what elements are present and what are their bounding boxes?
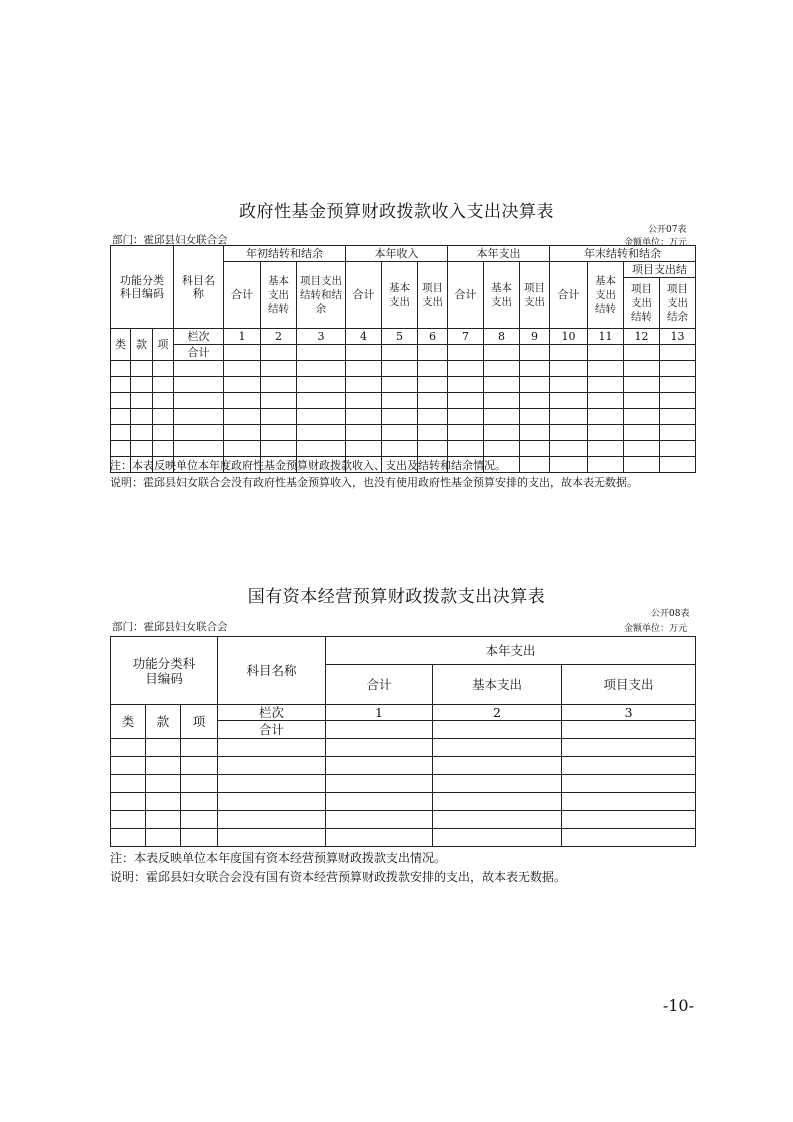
func-code-header: 功能分类科目编码 <box>111 246 174 329</box>
heji-label: 合计 <box>174 345 224 361</box>
table-row <box>111 441 696 457</box>
table1-form-code: 公开07表 <box>648 225 687 235</box>
xiang-header: 项 <box>181 705 218 739</box>
basic-exp-header: 基本支出 <box>433 665 562 705</box>
col-number: 2 <box>433 705 562 721</box>
col-number: 8 <box>484 329 520 345</box>
income-basic-header: 基本支出 <box>382 262 418 329</box>
table-row <box>111 811 696 829</box>
col-number: 4 <box>346 329 382 345</box>
begin-basic-carry-header: 基本支出结转 <box>261 262 297 329</box>
col-number: 1 <box>224 329 261 345</box>
kuan-header: 款 <box>146 705 181 739</box>
year-income-header: 本年收入 <box>346 246 448 262</box>
income-total-header: 合计 <box>346 262 382 329</box>
col-number: 3 <box>562 705 696 721</box>
col-number: 13 <box>660 329 696 345</box>
total-header: 合计 <box>326 665 433 705</box>
expense-project-header: 项目支出 <box>520 262 550 329</box>
table2-department: 部门：霍邱县妇女联合会 <box>112 621 228 633</box>
lanci-label: 栏次 <box>218 705 326 721</box>
table2-explain: 说明：霍邱县妇女联合会没有国有资本经营预算财政拨款安排的支出，故本表无数据。 <box>110 870 567 884</box>
col-number: 5 <box>382 329 418 345</box>
lei-header: 类 <box>111 705 146 739</box>
table-row <box>111 757 696 775</box>
table2-unit: 金额单位：万元 <box>624 624 688 634</box>
table1-note: 注：本表反映单位本年度政府性基金预算财政拨款收入、支出及结转和结余情况。 <box>110 459 506 472</box>
table-row <box>111 425 696 441</box>
table2-title: 国有资本经营预算财政拨款支出决算表 <box>247 587 546 607</box>
func-code-header: 功能分类科目编码 <box>111 637 218 705</box>
table2-note: 注：本表反映单位本年度国有资本经营预算财政拨款支出情况。 <box>110 851 447 865</box>
table-row <box>111 393 696 409</box>
col-number: 12 <box>624 329 660 345</box>
table1-unit: 金额单位：万元 <box>624 238 688 248</box>
end-total-header: 合计 <box>550 262 588 329</box>
table2-form-code: 公开08表 <box>651 609 690 619</box>
table-row <box>111 775 696 793</box>
subject-name-header: 科目名称 <box>218 637 326 705</box>
project-exp-header: 项目支出 <box>562 665 696 705</box>
subject-name-header: 科目名称 <box>174 246 224 329</box>
kuan-header: 款 <box>131 329 153 361</box>
end-carry-header: 年末结转和结余 <box>550 246 696 262</box>
heji-label: 合计 <box>218 721 326 739</box>
table1-explain: 说明：霍邱县妇女联合会没有政府性基金预算收入，也没有使用政府性基金预算安排的支出，故本表无数据。 <box>110 476 638 489</box>
lanci-label: 栏次 <box>174 329 224 345</box>
col-number: 9 <box>520 329 550 345</box>
end-project-carry-header: 项目支出结 <box>624 262 696 278</box>
table-row <box>111 377 696 393</box>
end-basic-carry-header: 基本支出结转 <box>588 262 624 329</box>
fund-budget-table <box>110 245 696 473</box>
expense-total-header: 合计 <box>448 262 484 329</box>
begin-carry-header: 年初结转和结余 <box>224 246 346 262</box>
col-number: 6 <box>418 329 448 345</box>
xiang-header: 项 <box>153 329 174 361</box>
table-row <box>111 793 696 811</box>
col-number: 11 <box>588 329 624 345</box>
state-capital-table <box>110 636 696 847</box>
year-expense-header: 本年支出 <box>326 637 696 665</box>
table-row <box>111 409 696 425</box>
col-number: 10 <box>550 329 588 345</box>
begin-project-carry-header: 项目支出结转和结余 <box>297 262 346 329</box>
end-project-carry-sub1: 项目支出结转 <box>624 278 660 329</box>
begin-total-header: 合计 <box>224 262 261 329</box>
page-number: -10- <box>662 996 694 1015</box>
table-row <box>111 829 696 847</box>
table-row <box>111 739 696 757</box>
lei-header: 类 <box>111 329 131 361</box>
table1-title: 政府性基金预算财政拨款收入支出决算表 <box>239 202 554 222</box>
col-number: 2 <box>261 329 297 345</box>
end-project-carry-sub2: 项目支出结余 <box>660 278 696 329</box>
income-project-header: 项目支出 <box>418 262 448 329</box>
expense-basic-header: 基本支出 <box>484 262 520 329</box>
col-number: 1 <box>326 705 433 721</box>
table-row <box>111 361 696 377</box>
table1-department: 部门：霍邱县妇女联合会 <box>112 234 228 246</box>
col-number: 7 <box>448 329 484 345</box>
year-expense-header: 本年支出 <box>448 246 550 262</box>
col-number: 3 <box>297 329 346 345</box>
